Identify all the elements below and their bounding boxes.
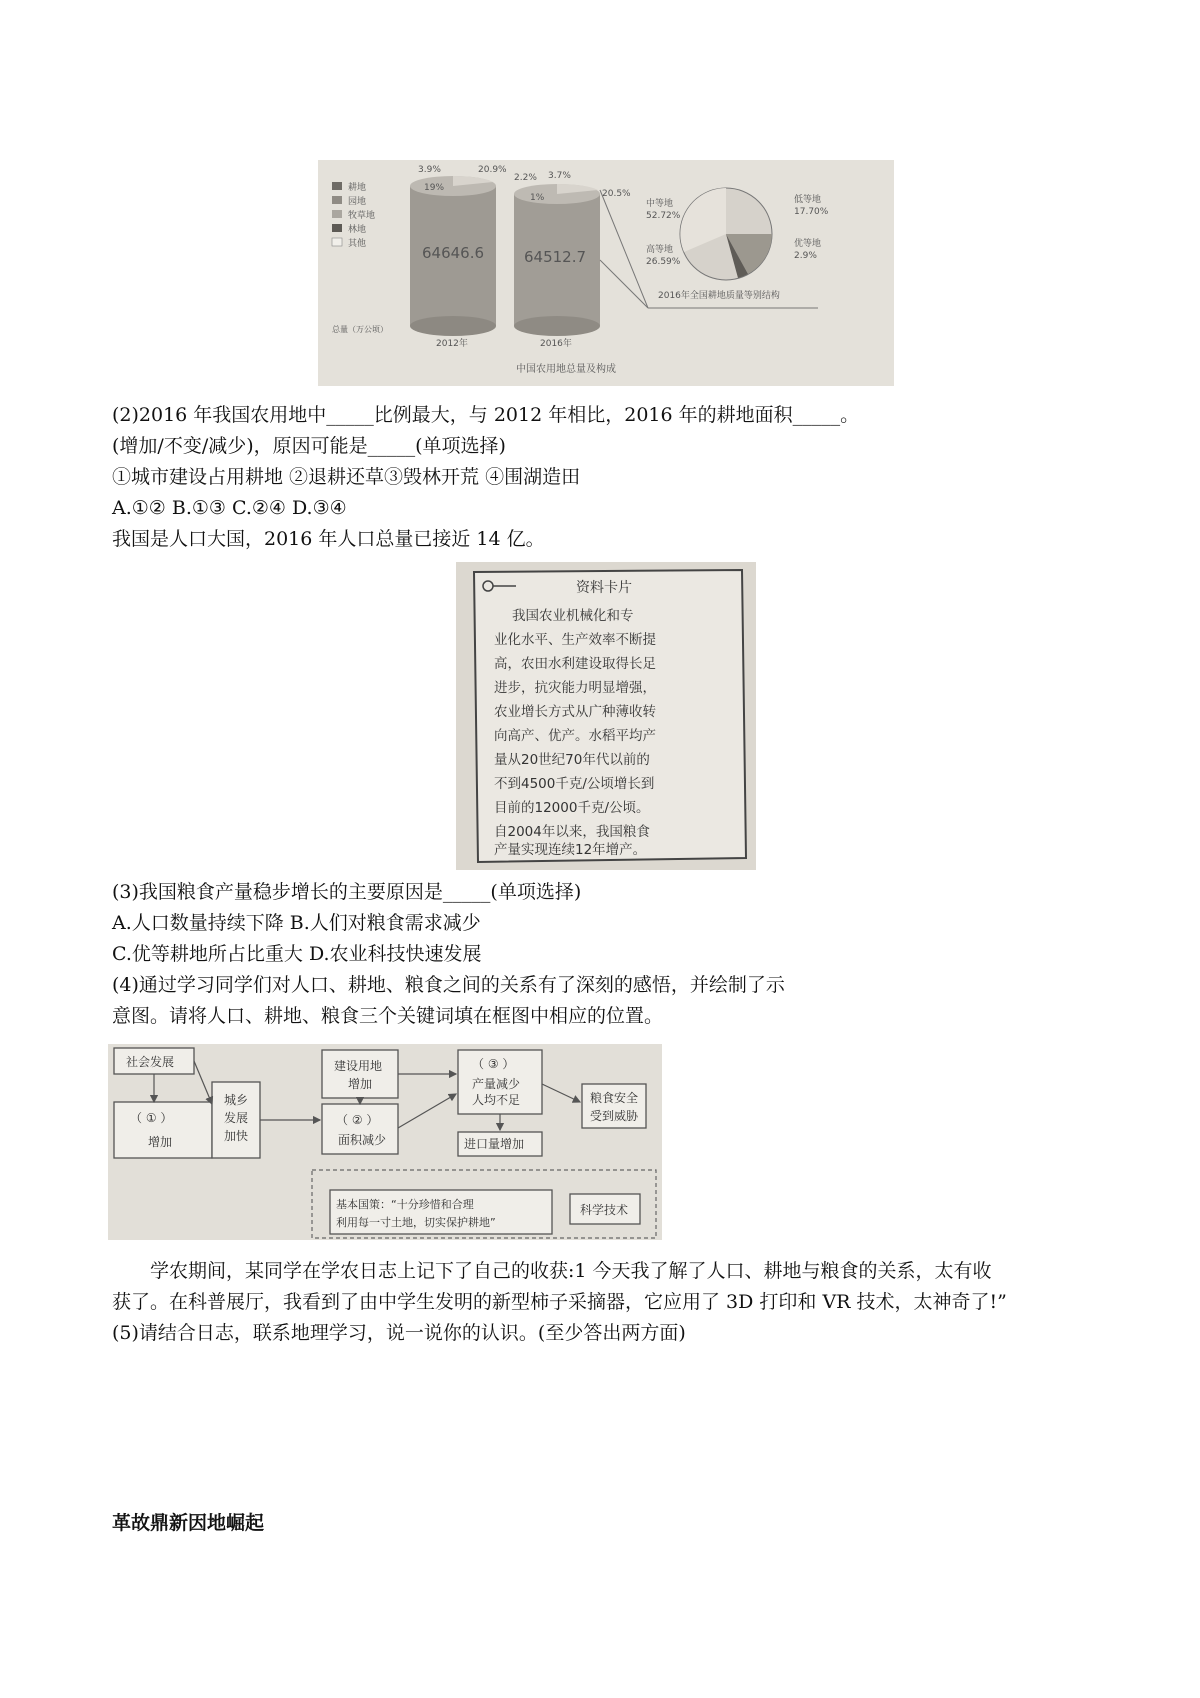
- flow-build-0: 建设用地: [334, 1059, 383, 1073]
- pie-caption: 2016年全国耕地质量等别结构: [658, 291, 780, 301]
- flow-safety-1: 受到威胁: [590, 1109, 639, 1123]
- flow-tech: 科学技术: [580, 1203, 629, 1217]
- cylinder-2016: [514, 171, 631, 349]
- intro-line: 我国是人口大国，2016 年人口总量已接近 14 亿。: [112, 528, 545, 550]
- flow-n2b: 面积减少: [338, 1133, 387, 1147]
- flow-n1b: 增加: [148, 1135, 173, 1149]
- q2-line4: A.①② B.①③ C.②④ D.③④: [112, 497, 347, 519]
- card-line-1: 业化水平、生产效率不断提: [494, 632, 656, 648]
- card-line-7: 不到4500千克/公顷增长到: [494, 776, 655, 792]
- q2-line1: (2)2016 年我国农用地中_____比例最大，与 2012 年相比，2016 年的耕地面积_____。: [112, 404, 860, 426]
- cyl2-top-label-0: 2.2%: [514, 173, 537, 183]
- card-line-3: 进步，抗灾能力明显增强，: [494, 680, 656, 696]
- flow-policy-0: 基本国策：“十分珍惜和合理: [336, 1198, 474, 1211]
- card-line-9: 自2004年以来，我国粮食: [494, 824, 650, 840]
- flow-social: 社会发展: [126, 1055, 175, 1069]
- q2-line3: ①城市建设占用耕地 ②退耕还草③毁林开荒 ④围湖造田: [112, 466, 581, 488]
- flow-urban-1: 发展: [224, 1111, 249, 1125]
- flow-policy-1: 利用每一寸土地，切实保护耕地”: [336, 1216, 496, 1229]
- cyl2-top-label-1: 3.7%: [548, 171, 571, 181]
- pie-mid-pct: 52.72%: [646, 211, 681, 221]
- cyl1-value: 64646.6: [422, 244, 485, 262]
- cyl1-pct: 19%: [424, 183, 445, 193]
- flow-urban-0: 城乡: [224, 1093, 249, 1107]
- flow-diagram-figure: [108, 1044, 662, 1240]
- cyl1-year: 2012年: [436, 339, 468, 349]
- pie-high-pct: 26.59%: [646, 257, 681, 267]
- q4-line2: 意图。请将人口、耕地、粮食三个关键词填在框图中相应的位置。: [112, 1005, 664, 1027]
- card-line-2: 高，农田水利建设取得长足: [494, 656, 656, 672]
- pie-top-pct: 2.9%: [794, 251, 817, 261]
- cyl2-year: 2016年: [540, 339, 572, 349]
- q3-line3: C.优等耕地所占比重大 D.农业科技快速发展: [112, 943, 482, 965]
- q2-line2: (增加/不变/减少)，原因可能是_____(单项选择): [112, 435, 506, 457]
- flow-n3b-0: 产量减少: [472, 1077, 521, 1091]
- flow-build-1: 增加: [348, 1077, 373, 1091]
- pie-high: 高等地: [646, 245, 674, 255]
- q3-line1: (3)我国粮食产量稳步增长的主要原因是_____(单项选择): [112, 881, 582, 903]
- info-card-figure: [456, 562, 756, 870]
- pie-top: 优等地: [794, 239, 822, 249]
- cyl1-top-label-0: 3.9%: [418, 165, 441, 175]
- pie-mid: 中等地: [646, 199, 674, 209]
- card-line-4: 农业增长方式从广种薄收转: [494, 704, 656, 720]
- legend-3: 林地: [348, 225, 367, 235]
- card-line-5: 向高产、优产。水稻平均产: [494, 728, 656, 744]
- card-line-10: 产量实现连续12年增产。: [494, 842, 647, 858]
- land-composition-figure: [318, 160, 894, 386]
- para-line2: 获了。在科普展厅，我看到了由中学生发明的新型柿子采摘器，它应用了 3D 打印和 VR 技术，太神奇了!”: [112, 1291, 1007, 1313]
- card-line-0: 我国农业机械化和专: [512, 608, 634, 624]
- legend: [332, 181, 375, 249]
- card-title: 资料卡片: [576, 580, 632, 596]
- flow-safety-0: 粮食安全: [590, 1091, 639, 1105]
- flow-n3: （ ③ ）: [472, 1057, 515, 1071]
- card-line-6: 量从20世纪70年代以前的: [494, 752, 650, 768]
- quality-pie: [646, 188, 829, 301]
- q4-line1: (4)通过学习同学们对人口、耕地、粮食之间的关系有了深刻的感悟，并绘制了示: [112, 974, 785, 996]
- pie-low-pct: 17.70%: [794, 207, 829, 217]
- flow-n1: （ ① ）: [130, 1111, 173, 1125]
- legend-4: 其他: [348, 239, 367, 249]
- flow-import: 进口量增加: [464, 1137, 525, 1151]
- q5-line: (5)请结合日志，联系地理学习，说一说你的认识。(至少答出两方面): [112, 1322, 686, 1344]
- card-line-8: 目前的12000千克/公顷。: [494, 800, 650, 816]
- cyl1-top-label-1: 20.9%: [478, 165, 507, 175]
- legend-0: 耕地: [348, 183, 367, 193]
- flow-urban-2: 加快: [224, 1129, 249, 1143]
- flow-n2: （ ② ）: [336, 1113, 379, 1127]
- pie-low: 低等地: [794, 195, 822, 205]
- cyl2-top-label-2: 20.5%: [602, 189, 631, 199]
- axis-label: 总量（万公顷）: [332, 325, 388, 334]
- q3-line2: A.人口数量持续下降 B.人们对粮食需求减少: [112, 912, 481, 934]
- legend-1: 园地: [348, 197, 367, 207]
- para-line1: 学农期间，某同学在学农日志上记下了自己的收获:1 今天我了解了人口、耕地与粮食的关系，太有收: [150, 1260, 992, 1282]
- figure1-caption: 中国农用地总量及构成: [516, 364, 616, 375]
- flow-n3b-1: 人均不足: [472, 1093, 521, 1107]
- legend-2: 牧草地: [348, 211, 376, 221]
- cylinder-2012: [410, 165, 507, 349]
- section-title: 革故鼎新因地崛起: [112, 1512, 265, 1534]
- cyl2-pct: 1%: [530, 193, 545, 203]
- cyl2-value: 64512.7: [524, 248, 587, 266]
